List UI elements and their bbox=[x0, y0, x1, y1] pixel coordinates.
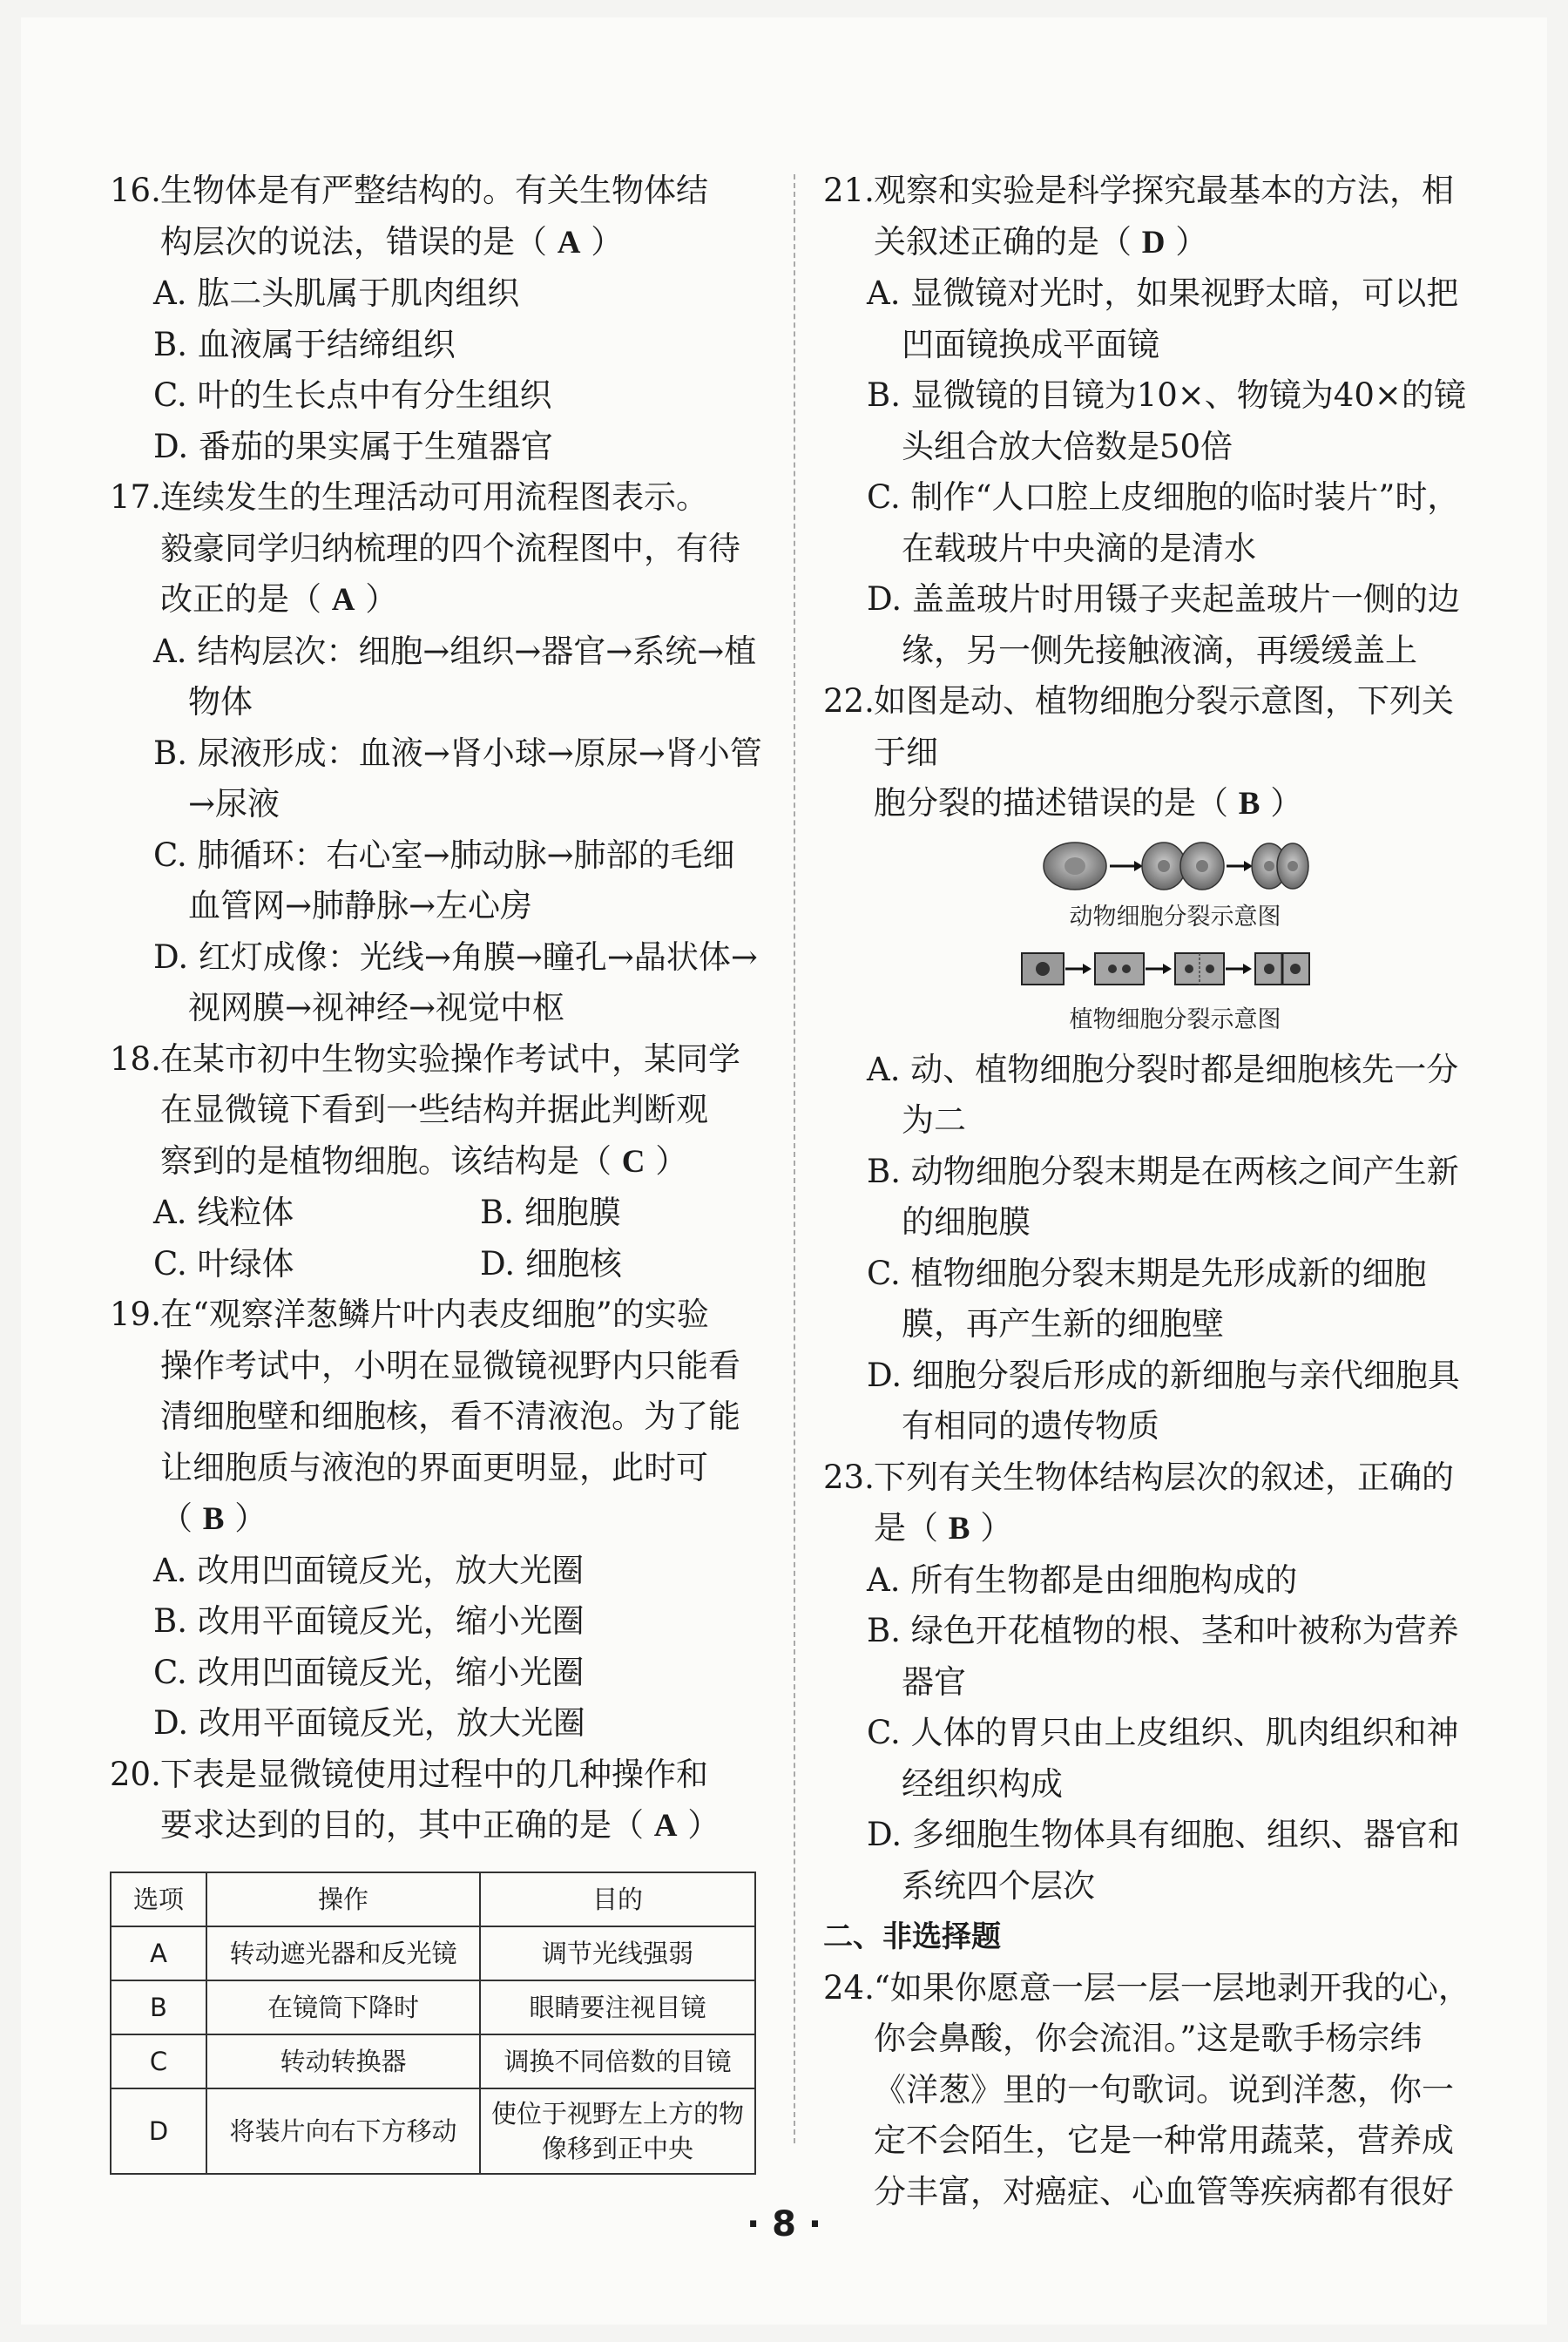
option-row bbox=[110, 1239, 763, 1290]
plant-diagram-caption: 植物细胞分裂示意图 bbox=[1069, 1005, 1281, 1033]
table-cell: 转动转换器 bbox=[206, 2034, 480, 2088]
plant-cells-svg bbox=[1018, 944, 1332, 993]
answer: A bbox=[557, 224, 581, 261]
option: A. 动、植物细胞分裂时都是细胞核先一分为二 bbox=[867, 1050, 1459, 1139]
question-number: 22. bbox=[823, 682, 875, 720]
table-cell: A bbox=[111, 1926, 206, 1980]
option: D. 番茄的果实属于生殖器官 bbox=[153, 427, 553, 465]
question-number: 21. bbox=[823, 172, 875, 209]
question-17 bbox=[110, 472, 763, 626]
option: A. 所有生物都是由细胞构成的 bbox=[867, 1560, 1298, 1599]
answer: B bbox=[948, 1511, 970, 1547]
question-stem: 生物体是有严整结构的。有关生物体结 构层次的说法，错误的是（ A ） bbox=[160, 172, 708, 261]
question-21 bbox=[823, 166, 1477, 268]
answer: C bbox=[621, 1143, 645, 1180]
option: D. 细胞分裂后形成的新细胞与亲代细胞具有相同的遗传物质 bbox=[867, 1356, 1460, 1445]
table-row bbox=[111, 2034, 755, 2088]
table-cell: 调换不同倍数的目镜 bbox=[480, 2034, 755, 2088]
left-column bbox=[110, 166, 763, 2175]
option: A. 改用凹面镜反光，放大光圈 bbox=[153, 1551, 585, 1589]
option: C. 叶的生长点中有分生组织 bbox=[153, 376, 552, 414]
answer: A bbox=[653, 1808, 678, 1844]
column-header: 目的 bbox=[480, 1872, 755, 1926]
option: D. 盖盖玻片时用镊子夹起盖玻片一侧的边缘，另一侧先接触液滴，再缓缓盖上 bbox=[867, 580, 1460, 669]
question-stem: 下表是显微镜使用过程中的几种操作和 要求达到的目的，其中正确的是（ A ） bbox=[160, 1755, 720, 1844]
option: B. 显微镜的目镜为10×、物镜为40×的镜头组合放大倍数是50倍 bbox=[867, 376, 1466, 465]
option: C. 植物细胞分裂末期是先形成新的细胞膜，再产生新的细胞壁 bbox=[867, 1254, 1427, 1343]
question-stem: 观察和实验是科学探究最基本的方法，相 关叙述正确的是（ D ） bbox=[874, 172, 1454, 261]
animal-diagram-caption: 动物细胞分裂示意图 bbox=[1069, 903, 1281, 931]
table-cell: C bbox=[111, 2034, 206, 2088]
table-cell: 调节光线强弱 bbox=[480, 1926, 755, 1980]
question-number: 23. bbox=[823, 1458, 875, 1496]
question-text: “如果你愿意一层一层一层地剥开我的心，你会鼻酸，你会流泪。”这是歌手杨宗纬《洋葱》里的一句歌词。说到洋葱，你一定不会陌生，它是一种常用蔬菜，营养成分丰富，对癌症、心血管等疾病都有很好 bbox=[874, 1968, 1470, 2210]
question-number: 24. bbox=[823, 1968, 875, 2007]
animal-cells-svg bbox=[1040, 837, 1310, 895]
cell-division-figure bbox=[823, 836, 1477, 1041]
plant-cell-division-diagram bbox=[874, 938, 1477, 999]
table-cell: 转动遮光器和反光镜 bbox=[206, 1926, 480, 1980]
table-cell: 在镜筒下降时 bbox=[206, 1980, 480, 2034]
option: B. 细胞膜 bbox=[480, 1194, 621, 1231]
option: A. 肱二头肌属于肌肉组织 bbox=[153, 274, 520, 312]
option: D. 多细胞生物体具有细胞、组织、器官和系统四个层次 bbox=[867, 1816, 1460, 1905]
option: D. 细胞核 bbox=[480, 1244, 622, 1283]
question-stem: 在某市初中生物实验操作考试中，某同学 在显微镜下看到一些结构并据此判断观 察到的是植物细胞。该结构是（ C ） bbox=[160, 1039, 740, 1180]
option: A. 线粒体 bbox=[153, 1194, 294, 1231]
answer: B bbox=[1238, 786, 1260, 822]
right-column bbox=[823, 166, 1477, 2217]
option: B. 绿色开花植物的根、茎和叶被称为营养器官 bbox=[867, 1612, 1459, 1701]
question-stem: 连续发生的生理活动可用流程图表示。 毅豪同学归纳梳理的四个流程图中，有待 改正的是（ A ） bbox=[160, 478, 740, 618]
question-18 bbox=[110, 1034, 763, 1188]
operations-table bbox=[110, 1872, 756, 2175]
table-cell: 使位于视野左上方的物像移到正中央 bbox=[480, 2088, 755, 2174]
page-number: · 8 · bbox=[746, 2204, 822, 2244]
question-23 bbox=[823, 1452, 1477, 1555]
table-cell: B bbox=[111, 1980, 206, 2034]
option: C. 肺循环：右心室→肺动脉→肺部的毛细血管网→肺静脉→左心房 bbox=[153, 836, 735, 924]
question-24 bbox=[823, 1963, 1477, 2218]
table-cell: 眼睛要注视目镜 bbox=[480, 1980, 755, 2034]
option: B. 血液属于结缔组织 bbox=[153, 325, 456, 363]
table-cell: 将装片向右下方移动 bbox=[206, 2088, 480, 2174]
option: D. 红灯成像：光线→角膜→瞳孔→晶状体→视网膜→视神经→视觉中枢 bbox=[153, 937, 758, 1026]
option: B. 改用平面镜反光，缩小光圈 bbox=[153, 1602, 585, 1640]
question-20 bbox=[110, 1750, 763, 1852]
answer: D bbox=[1141, 224, 1166, 261]
question-number: 20. bbox=[110, 1755, 161, 1793]
column-header: 选项 bbox=[111, 1872, 206, 1926]
animal-cell-division-diagram bbox=[874, 836, 1477, 897]
question-stem: 在“观察洋葱鳞片叶内表皮细胞”的实验 操作考试中，小明在显微镜视野内只能看 清细胞壁和细胞核，看不清液泡。为了能 让细胞质与液泡的界面更明显，此时可 （ B ） bbox=[160, 1296, 740, 1537]
option: B. 尿液形成：血液→肾小球→原尿→肾小管→尿液 bbox=[153, 734, 762, 822]
table-cell: D bbox=[111, 2088, 206, 2174]
option: B. 动物细胞分裂末期是在两核之间产生新的细胞膜 bbox=[867, 1152, 1459, 1241]
option: C. 改用凹面镜反光，缩小光圈 bbox=[153, 1653, 585, 1691]
question-stem: 下列有关生物体结构层次的叙述，正确的 是（ B ） bbox=[874, 1458, 1454, 1547]
column-divider bbox=[794, 174, 795, 2143]
option: A. 结构层次：细胞→组织→器官→系统→植物体 bbox=[153, 632, 757, 721]
section-heading: 二、非选择题 bbox=[823, 1919, 1001, 1954]
answer: A bbox=[331, 582, 355, 618]
question-22 bbox=[823, 676, 1477, 830]
column-header: 操作 bbox=[206, 1872, 480, 1926]
question-stem: 如图是动、植物细胞分裂示意图，下列关于细 胞分裂的描述错误的是（ B ） bbox=[874, 682, 1454, 822]
option: C. 制作“人口腔上皮细胞的临时装片”时，在载玻片中央滴的是清水 bbox=[867, 478, 1460, 567]
option: A. 显微镜对光时，如果视野太暗，可以把凹面镜换成平面镜 bbox=[867, 274, 1459, 363]
option: C. 叶绿体 bbox=[153, 1244, 294, 1283]
question-number: 17. bbox=[110, 478, 161, 516]
question-number: 18. bbox=[110, 1039, 161, 1078]
table-row bbox=[111, 2088, 755, 2174]
option: D. 改用平面镜反光，放大光圈 bbox=[153, 1704, 585, 1742]
answer: B bbox=[202, 1501, 225, 1537]
question-number: 16. bbox=[110, 172, 161, 209]
option-row bbox=[110, 1188, 763, 1239]
table-row bbox=[111, 1926, 755, 1980]
question-16 bbox=[110, 166, 763, 268]
option: C. 人体的胃只由上皮组织、肌肉组织和神经组织构成 bbox=[867, 1714, 1459, 1803]
table-row bbox=[111, 1980, 755, 2034]
question-19 bbox=[110, 1289, 763, 1546]
table-header-row bbox=[111, 1872, 755, 1926]
question-number: 19. bbox=[110, 1296, 161, 1333]
